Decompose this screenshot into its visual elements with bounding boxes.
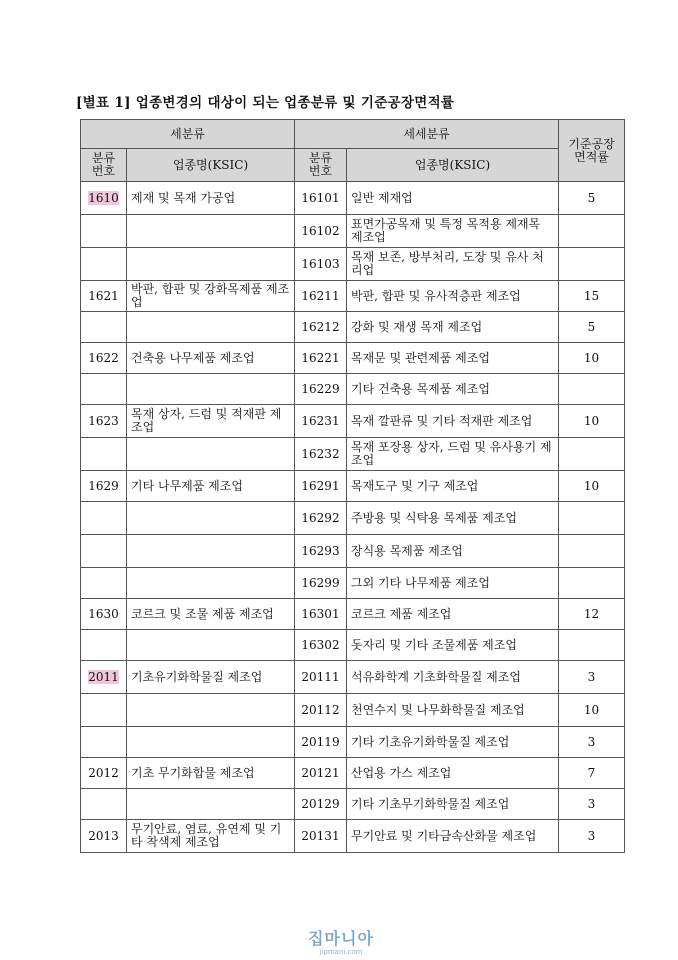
subclass-name-cell xyxy=(347,312,559,343)
subclass-code: 16229 xyxy=(301,382,340,396)
subclass-code-cell xyxy=(295,405,347,438)
subclass-code-cell xyxy=(295,789,347,820)
class-name: 코르크 및 조물 제품 제조업 xyxy=(131,606,274,621)
class-name-cell xyxy=(127,281,295,312)
area-rate: 15 xyxy=(583,289,600,303)
area-rate-cell xyxy=(559,820,625,853)
area-rate-cell xyxy=(559,471,625,502)
subclass-name-cell xyxy=(347,248,559,281)
table-row xyxy=(81,405,625,438)
subclass-name: 그외 기타 나무제품 제조업 xyxy=(351,575,490,590)
table-body xyxy=(81,182,625,853)
subclass-name: 일반 제재업 xyxy=(351,190,413,205)
class-name: 기초 무기화합물 제조업 xyxy=(131,765,255,780)
table-row xyxy=(81,789,625,820)
class-name-cell xyxy=(127,694,295,727)
subclass-code: 16291 xyxy=(301,479,340,493)
class-name-cell xyxy=(127,535,295,568)
area-rate: 10 xyxy=(583,479,600,493)
subclass-name: 주방용 및 식탁용 목제품 제조업 xyxy=(351,510,517,525)
area-rate: 12 xyxy=(583,607,600,621)
subclass-name: 박판, 합판 및 유사적층판 제조업 xyxy=(351,288,521,303)
area-rate-cell xyxy=(559,630,625,661)
subclass-name-cell xyxy=(347,471,559,502)
table-row xyxy=(81,661,625,694)
subclass-name-cell xyxy=(347,568,559,599)
table-row xyxy=(81,630,625,661)
area-rate-cell xyxy=(559,694,625,727)
area-rate-cell xyxy=(559,599,625,630)
subclass-name-cell xyxy=(347,758,559,789)
document-title: [별표 1] 업종변경의 대상이 되는 업종분류 및 기준공장면적률 xyxy=(76,95,455,111)
class-name-cell xyxy=(127,820,295,853)
table-row xyxy=(81,471,625,502)
subclass-code: 20131 xyxy=(301,829,340,843)
class-name-cell xyxy=(127,343,295,374)
subclass-name-cell xyxy=(347,820,559,853)
subclass-code-cell xyxy=(295,535,347,568)
class-name-cell xyxy=(127,502,295,535)
area-rate-cell xyxy=(559,343,625,374)
subclass-code-cell xyxy=(295,182,347,215)
table-row xyxy=(81,820,625,853)
class-name-cell xyxy=(127,758,295,789)
subclass-name: 석유화학계 기초화학물질 제조업 xyxy=(351,669,521,684)
subclass-code: 16302 xyxy=(301,638,340,652)
subclass-name: 산업용 가스 제조업 xyxy=(351,765,452,780)
subclass-name: 장식용 목제품 제조업 xyxy=(351,543,463,558)
subclass-name: 무기안료 및 기타금속산화물 제조업 xyxy=(351,828,537,843)
class-name-cell xyxy=(127,471,295,502)
subclass-code-cell xyxy=(295,215,347,248)
class-name: 기타 나무제품 제조업 xyxy=(131,478,243,493)
class-code-cell xyxy=(81,182,127,215)
subclass-name-cell xyxy=(347,215,559,248)
area-rate: 3 xyxy=(587,735,596,749)
subclass-name: 강화 및 재생 목재 제조업 xyxy=(351,319,483,334)
header-name: 업종명(KSIC) xyxy=(127,149,295,182)
area-rate-cell xyxy=(559,758,625,789)
subclass-name: 기타 기초무기화학물질 제조업 xyxy=(351,796,510,811)
class-code-cell xyxy=(81,568,127,599)
subclass-name-cell xyxy=(347,281,559,312)
header-sub-class: 세분류 xyxy=(81,120,295,149)
table-row xyxy=(81,438,625,471)
class-code: 1629 xyxy=(88,479,119,493)
subclass-name: 천연수지 및 나무화학물질 제조업 xyxy=(351,702,525,717)
class-code: 1610 xyxy=(88,191,119,205)
area-rate: 10 xyxy=(583,414,600,428)
table-row xyxy=(81,281,625,312)
area-rate-cell xyxy=(559,502,625,535)
class-code-cell xyxy=(81,789,127,820)
area-rate: 10 xyxy=(583,351,600,365)
subclass-code: 20111 xyxy=(301,670,340,684)
area-rate: 10 xyxy=(583,703,600,717)
subclass-name-cell xyxy=(347,630,559,661)
subclass-name: 기타 건축용 목제품 제조업 xyxy=(351,381,490,396)
class-name-cell xyxy=(127,215,295,248)
subclass-name-cell xyxy=(347,438,559,471)
subclass-code-cell xyxy=(295,374,347,405)
area-rate: 7 xyxy=(587,766,596,780)
subclass-code-cell xyxy=(295,438,347,471)
class-code: 2012 xyxy=(88,766,119,780)
class-name-cell xyxy=(127,182,295,215)
area-rate-cell xyxy=(559,438,625,471)
area-rate: 5 xyxy=(587,191,596,205)
class-name: 목재 상자, 드럼 및 적재판 제조업 xyxy=(131,407,282,434)
subclass-code: 16293 xyxy=(301,544,340,558)
class-code-cell xyxy=(81,405,127,438)
class-code-cell xyxy=(81,343,127,374)
subclass-code: 20129 xyxy=(301,797,340,811)
class-name-cell xyxy=(127,312,295,343)
subclass-code: 16101 xyxy=(301,191,340,205)
subclass-code-cell xyxy=(295,281,347,312)
subclass-code-cell xyxy=(295,471,347,502)
header-area-rate: 기준공장 면적률 xyxy=(559,120,625,182)
subclass-name-cell xyxy=(347,599,559,630)
table-row xyxy=(81,312,625,343)
class-code: 1623 xyxy=(88,414,119,428)
subclass-code-cell xyxy=(295,630,347,661)
class-name-cell xyxy=(127,405,295,438)
subclass-code-cell xyxy=(295,694,347,727)
area-rate-cell xyxy=(559,182,625,215)
table-row xyxy=(81,727,625,758)
header-row-2 xyxy=(81,149,625,182)
class-code-cell xyxy=(81,215,127,248)
subclass-code-cell xyxy=(295,599,347,630)
area-rate: 5 xyxy=(587,320,596,334)
subclass-name-cell xyxy=(347,405,559,438)
class-code: 1630 xyxy=(88,607,119,621)
area-rate-cell xyxy=(559,535,625,568)
subclass-name: 목재문 및 관련제품 제조업 xyxy=(351,350,490,365)
class-name-cell xyxy=(127,248,295,281)
subclass-code: 16301 xyxy=(301,607,340,621)
subclass-name: 목재 깔판류 및 기타 적재판 제조업 xyxy=(351,413,533,428)
class-name-cell xyxy=(127,568,295,599)
header-subsub-class: 세세분류 xyxy=(295,120,559,149)
table-row xyxy=(81,502,625,535)
class-code: 1621 xyxy=(88,289,119,303)
watermark xyxy=(296,930,386,958)
subclass-code: 16212 xyxy=(301,320,340,334)
subclass-code: 16103 xyxy=(301,257,340,271)
subclass-name: 목재 보존, 방부처리, 도장 및 유사 처리업 xyxy=(351,250,544,277)
class-name-cell xyxy=(127,789,295,820)
class-code-cell xyxy=(81,438,127,471)
class-code-cell xyxy=(81,758,127,789)
subclass-name-cell xyxy=(347,661,559,694)
area-rate-cell xyxy=(559,248,625,281)
industry-classification-table xyxy=(80,119,625,853)
table-row xyxy=(81,374,625,405)
subclass-name-cell xyxy=(347,502,559,535)
table-row xyxy=(81,248,625,281)
watermark-logo: 집마니아 xyxy=(308,929,374,948)
subclass-code: 16211 xyxy=(301,289,340,303)
subclass-name: 돗자리 및 기타 조물제품 제조업 xyxy=(351,637,517,652)
table-row xyxy=(81,758,625,789)
class-name-cell xyxy=(127,438,295,471)
header-row-1 xyxy=(81,120,625,149)
subclass-name: 목재도구 및 기구 제조업 xyxy=(351,478,479,493)
class-code-cell xyxy=(81,312,127,343)
area-rate-cell xyxy=(559,661,625,694)
subclass-name-cell xyxy=(347,727,559,758)
subclass-name: 목재 포장용 상자, 드럼 및 유사용기 제조업 xyxy=(351,440,552,467)
subclass-name-cell xyxy=(347,343,559,374)
class-name: 건축용 나무제품 제조업 xyxy=(131,350,255,365)
subclass-name-cell xyxy=(347,182,559,215)
class-name: 무기안료, 염료, 유연제 및 기타 착색제 제조업 xyxy=(131,822,282,849)
subclass-code-cell xyxy=(295,248,347,281)
subclass-code-cell xyxy=(295,758,347,789)
subclass-code-cell xyxy=(295,820,347,853)
subclass-code-cell xyxy=(295,312,347,343)
class-code-cell xyxy=(81,471,127,502)
class-name-cell xyxy=(127,599,295,630)
table-row xyxy=(81,568,625,599)
class-code: 1622 xyxy=(88,351,119,365)
table-row xyxy=(81,599,625,630)
class-name: 제재 및 목재 가공업 xyxy=(131,190,236,205)
area-rate: 3 xyxy=(587,670,596,684)
subclass-code-cell xyxy=(295,568,347,599)
subclass-code: 16221 xyxy=(301,351,340,365)
subclass-code: 20112 xyxy=(301,703,340,717)
area-rate-cell xyxy=(559,215,625,248)
subclass-code: 16231 xyxy=(301,414,340,428)
class-name: 기초유기화학물질 제조업 xyxy=(131,669,263,684)
class-code-cell xyxy=(81,281,127,312)
area-rate-cell xyxy=(559,568,625,599)
table-row xyxy=(81,694,625,727)
class-name-cell xyxy=(127,374,295,405)
class-code: 2011 xyxy=(88,670,119,684)
class-name-cell xyxy=(127,630,295,661)
class-code-cell xyxy=(81,727,127,758)
area-rate-cell xyxy=(559,405,625,438)
class-name-cell xyxy=(127,727,295,758)
class-code-cell xyxy=(81,248,127,281)
table-row xyxy=(81,343,625,374)
header-subname: 업종명(KSIC) xyxy=(347,149,559,182)
subclass-code-cell xyxy=(295,502,347,535)
area-rate: 3 xyxy=(587,797,596,811)
subclass-name: 기타 기초유기화학물질 제조업 xyxy=(351,734,510,749)
table-row xyxy=(81,535,625,568)
class-code-cell xyxy=(81,599,127,630)
class-code-cell xyxy=(81,535,127,568)
subclass-code: 16299 xyxy=(301,576,340,590)
watermark-url: jipmani.com xyxy=(319,948,363,956)
class-code-cell xyxy=(81,502,127,535)
subclass-code: 16102 xyxy=(301,224,340,238)
area-rate-cell xyxy=(559,281,625,312)
subclass-code-cell xyxy=(295,661,347,694)
table-row xyxy=(81,182,625,215)
header-code: 분류 번호 xyxy=(81,149,127,182)
area-rate-cell xyxy=(559,374,625,405)
subclass-name-cell xyxy=(347,694,559,727)
subclass-code: 16232 xyxy=(301,447,340,461)
subclass-name-cell xyxy=(347,374,559,405)
area-rate-cell xyxy=(559,312,625,343)
subclass-name: 표면가공목재 및 특정 목적용 제재목 제조업 xyxy=(351,217,541,244)
subclass-code-cell xyxy=(295,727,347,758)
class-code-cell xyxy=(81,661,127,694)
subclass-code: 20121 xyxy=(301,766,340,780)
class-name-cell xyxy=(127,661,295,694)
class-code: 2013 xyxy=(88,829,119,843)
class-code-cell xyxy=(81,820,127,853)
subclass-code: 16292 xyxy=(301,511,340,525)
class-code-cell xyxy=(81,374,127,405)
subclass-name: 코르크 제품 제조업 xyxy=(351,606,452,621)
subclass-code-cell xyxy=(295,343,347,374)
subclass-name-cell xyxy=(347,535,559,568)
class-code-cell xyxy=(81,694,127,727)
area-rate: 3 xyxy=(587,829,596,843)
area-rate-cell xyxy=(559,789,625,820)
class-code-cell xyxy=(81,630,127,661)
table-row xyxy=(81,215,625,248)
class-name: 박판, 합판 및 강화목제품 제조업 xyxy=(131,282,290,309)
area-rate-cell xyxy=(559,727,625,758)
subclass-code: 20119 xyxy=(301,735,340,749)
header-subcode: 분류 번호 xyxy=(295,149,347,182)
subclass-name-cell xyxy=(347,789,559,820)
